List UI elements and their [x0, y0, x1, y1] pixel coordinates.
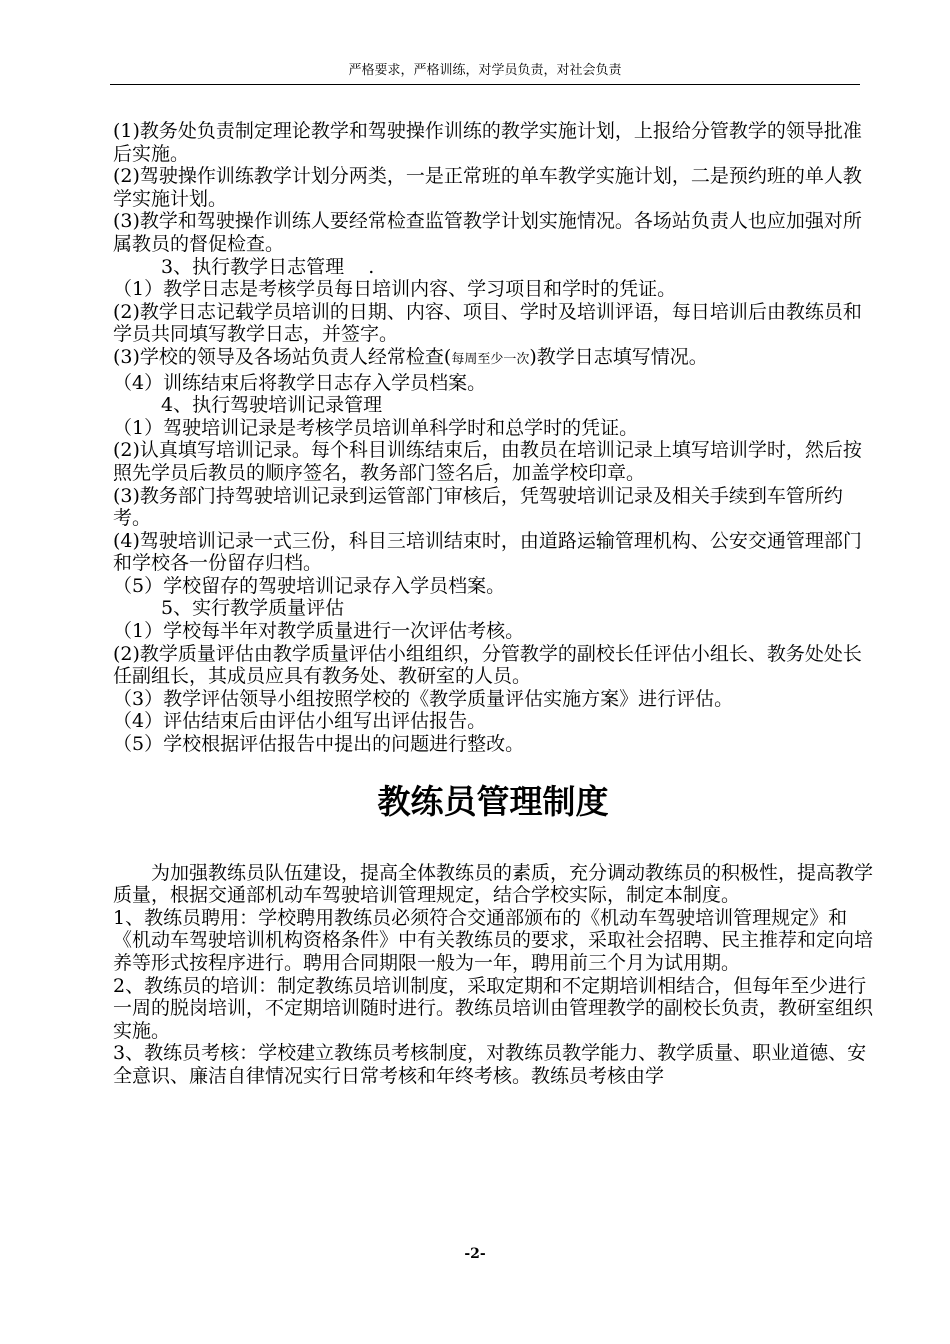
paragraph-text: (3)学校的领导及各场站负责人经常检查( [113, 345, 452, 368]
rule-paragraph: 2、教练员的培训：制定教练员培训制度，采取定期和不定期培训相结合，但每年至少进行一周的脱岗培训，不定期培训随时进行。教练员培训由管理教学的副校长负责，教研室组织实施。 [113, 974, 874, 1042]
paragraph: （3）教学评估领导小组按照学校的《教学质量评估实施方案》进行评估。 [113, 687, 734, 710]
rule-paragraph: 3、教练员考核：学校建立教练员考核制度，对教练员教学能力、教学质量、职业道德、安全意识、廉洁自律情况实行日常考核和年终考核。教练员考核由学 [113, 1042, 867, 1087]
paragraph: （1）学校每半年对教学质量进行一次评估考核。 [113, 620, 525, 643]
paragraph [113, 346, 873, 372]
paragraph: （5）学校留存的驾驶培训记录存入学员档案。 [113, 574, 506, 597]
small-note: 每周至少一次 [451, 351, 530, 367]
paragraph: (3)教学和驾驶操作训练人要经常检查监管教学计划实施情况。各场站负责人也应加强对所属教员的督促检查。 [113, 210, 862, 255]
paragraph: （4）训练结束后将教学日志存入学员档案。 [113, 371, 487, 394]
paragraph: (3)教务部门持驾驶培训记录到运管部门审核后，凭驾驶培训记录及相关手续到车管所约考。 [113, 484, 843, 530]
paragraph: (2)教学质量评估由教学质量评估小组组织，分管教学的副校长任评估小组长、教务处处长任副组长，其成员应具有教务处、教研室的人员。 [113, 642, 862, 688]
paragraph: （1）驾驶培训记录是考核学员培训单科学时和总学时的凭证。 [113, 416, 639, 439]
section-heading: 4、执行驾驶培训记录管理 [161, 394, 383, 417]
paragraph: (2)认真填写培训记录。每个科目训练结束后，由教员在培训记录上填写培训学时，然后按照先学员后教员的顺序签名，教务部门签名后，加盖学校印章。 [113, 439, 862, 484]
section-heading: 3、执行教学日志管理 . [161, 255, 375, 278]
paragraph: (2)驾驶操作训练教学计划分两类，一是正常班的单车教学实施计划，二是预约班的单人教学实施计划。 [113, 165, 862, 210]
paragraph: （4）评估结束后由评估小组写出评估报告。 [113, 710, 487, 733]
paragraph: (2)教学日志记载学员培训的日期、内容、项目、学时及培训评语，每日培训后由教练员和学员共同填写教学日志，并签字。 [113, 300, 862, 346]
paragraph: （5）学校根据评估报告中提出的问题进行整改。 [113, 733, 525, 756]
paragraph-text: )教学日志填写情况。 [529, 345, 708, 368]
section-heading: 5、实行教学质量评估 [161, 597, 345, 620]
intro-paragraph: 为加强教练员队伍建设，提高全体教练员的素质，充分调动教练员的积极性，提高教学质量，根据交通部机动车驾驶培训管理规定，结合学校实际，制定本制度。 [113, 861, 874, 907]
header-divider [110, 84, 860, 85]
document-title: 教练员管理制度 [377, 781, 609, 821]
paragraph: (1)教务处负责制定理论教学和驾驶操作训练的教学实施计划，上报给分管教学的领导批准后实施。 [113, 120, 862, 165]
paragraph: （1）教学日志是考核学员每日培训内容、学习项目和学时的凭证。 [113, 278, 677, 301]
rule-paragraph: 1、教练员聘用：学校聘用教练员必须符合交通部颁布的《机动车驾驶培训管理规定》和《机动车驾驶培训机构资格条件》中有关教练员的要求，采取社会招聘、民主推荐和定向培养等形式按程序进行。聘用合同期限一般为一年，聘用前三个月为试用期。 [113, 906, 874, 974]
page-number: -2- [464, 1246, 486, 1262]
document-body [113, 120, 873, 1088]
page-header: 严格要求，严格训练，对学员负责，对社会负责 [348, 63, 622, 78]
paragraph: (4)驾驶培训记录一式三份，科目三培训结束时，由道路运输管理机构、公安交通管理部门和学校各一份留存归档。 [113, 529, 862, 575]
